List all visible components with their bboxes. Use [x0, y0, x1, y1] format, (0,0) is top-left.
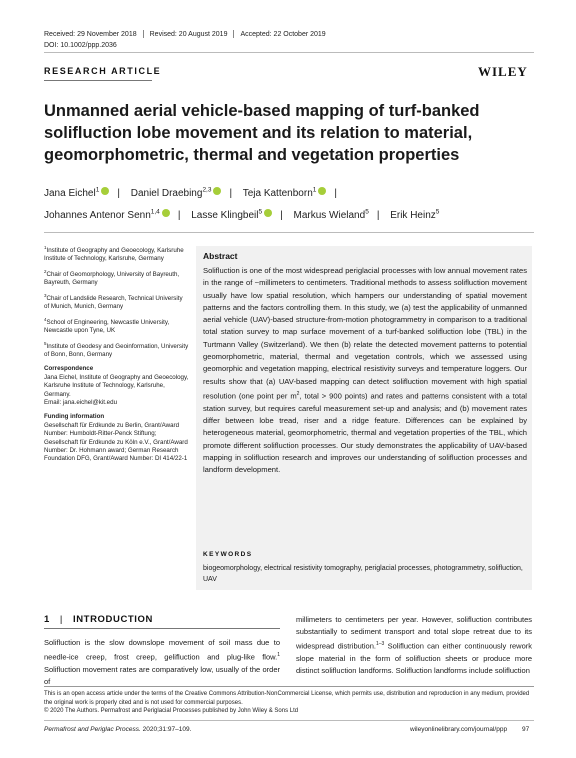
orcid-icon[interactable]: [162, 209, 170, 217]
affiliation: $^1$Institute of Geography and Geoecology, Karlsruhe Institute of Technology, Karlsruhe, Germany: [44, 245, 184, 263]
keywords-text: biogeomorphology, electrical resistivity tomography, periglacial processes, photogrammetry, solifluction, UAV: [203, 565, 523, 583]
author[interactable]: Erik Heinz$^5$: [390, 208, 440, 221]
orcid-icon[interactable]: [264, 209, 272, 217]
correspondence-text: Jana Eichel, Institute of Geography and Geoecology, Karlsruhe Institute of Technology, Karlsruhe, Germany.: [44, 373, 189, 398]
abstract-text: Solifluction is one of the most widespread periglacial processes with low annual movement rates in the range of ~millimeters to centimeters. Traditional methods to assess solifluction movement usually have low spatial resolution, which hampers our understanding of spatial movement patterns and the factors controlling them. In this study, we (a) test the applicability of unmanned aerial vehicle (UAV)-based structure-from-motion photogrammetry in comparison to a traditional total station survey to map surface movement of a turf-banked solifluction lobe (TBL) in the Turtmann Valley (Switzerland). We then (b) relate the detected movement patterns to potential geomorphometric, material, thermal and vegetation controls, which we assessed using geomorphic and vegetation mapping, electrical resistivity surveys and temperature loggers. Our results show that (a) UAV-based mapping can detect solifluction movement with high spatial resolution (one point per $m^2$, total > 900 points) and rates and patterns consistent with a total station survey, but requires careful measurement set-up and analysis; and (b) movement rates differ between lobe tread, riser and a ridge feature. Differences can be explained by heterogeneous material, geomorphometric, thermal and vegetation properties of the TBL, which promote different solifluction processes. Our study demonstrates the applicability of UAV-based mapping in solifluction research and improves our understanding of solifluction processes and landform development.: [203, 266, 527, 475]
correspondence-email[interactable]: Email: jana.eichel@kit.edu: [44, 399, 118, 406]
article-info-column: [44, 244, 189, 464]
correspondence-heading: Correspondence: [44, 365, 94, 373]
doi[interactable]: DOI: 10.1002/ppp.2036: [44, 42, 117, 49]
revised-date: Revised: 20 August 2019: [149, 30, 228, 38]
copyright-text: © 2020 The Authors. Permafrost and Periglacial Processes published by John Wiley & Sons Ltd: [44, 708, 299, 714]
received-date: Received: 29 November 2018: [44, 30, 137, 38]
article-title: Unmanned aerial vehicle-based mapping of turf-banked solifluction lobe movement and its relation to material, geomorphometric, thermal and vegetation properties: [44, 102, 480, 164]
orcid-icon[interactable]: [101, 187, 109, 195]
open-access-text: This is an open access article under the terms of the Creative Commons Attribution-NonCommercial License, which permits use, distribution and reproduction in any medium, provided the original work is properly cited and is not used for commercial purposes.: [44, 691, 530, 706]
article-dates: [44, 30, 326, 38]
author[interactable]: Johannes Antenor Senn$^{1,4}$: [44, 210, 170, 221]
article-type: RESEARCH ARTICLE: [44, 66, 162, 76]
author[interactable]: Lasse Klingbeil$^5$: [191, 210, 272, 221]
funding-text: Gesellschaft für Erdkunde zu Berlin, Grant/Award Number: Humboldt-Ritter-Penck Stiftung; Gesellschaft für Erdkunde zu Köln e.V., Grant/Award Number: Dr. Hohmann award; German Research Foundation DFG, Grant/Award Number: DI 414/22-1: [44, 421, 188, 463]
author[interactable]: Daniel Draebing$^{2,3}$: [131, 188, 222, 199]
journal-citation: Permafrost and Periglac Process. 2020;31:97–109.: [44, 726, 192, 733]
affiliation: $^4$School of Engineering, Newcastle University, Newcastle upon Tyne, UK: [44, 316, 170, 335]
affiliation: $^2$Chair of Geomorphology, University of Bayreuth, Bayreuth, Germany: [44, 268, 180, 287]
affiliation: $^3$Chair of Landslide Research, Technical University of Munich, Munich, Germany: [44, 292, 183, 311]
keywords-heading: KEYWORDS: [203, 551, 253, 558]
author[interactable]: Jana Eichel$^1$: [44, 188, 109, 199]
affiliation: $^5$Institute of Geodesy and Geoinformation, University of Bonn, Bonn, Germany: [44, 340, 189, 358]
body-text-left: Solifluction is the slow downslope movement of soil mass due to needle-ice creep, frost creep, gelifluction and plug-like flow.$^1$ Solifluction movement rates are comparatively low, usually of the order of: [44, 638, 280, 686]
divider: [44, 52, 534, 53]
author-list: Jana Eichel$^1$ | Daniel Draebing$^{2,3}$ | Teja Kattenborn$^1$ | Johannes Antenor Senn$^{1,4}$ | Lasse Klingbeil$^5$ | Markus Wieland$^5$ | Erik Heinz$^5$: [44, 187, 440, 221]
divider: [143, 30, 144, 38]
author[interactable]: Markus Wieland$^5$: [293, 208, 369, 221]
divider: [44, 686, 534, 687]
author[interactable]: Teja Kattenborn$^1$: [243, 188, 327, 199]
divider: [44, 80, 152, 81]
publisher-logo: WILEY: [478, 64, 528, 79]
orcid-icon[interactable]: [318, 187, 326, 195]
divider: [44, 232, 534, 233]
license-notice: [44, 690, 534, 716]
section-heading: 1 | INTRODUCTION: [44, 614, 153, 625]
orcid-icon[interactable]: [213, 187, 221, 195]
abstract-heading: Abstract: [203, 251, 238, 261]
divider: [44, 628, 280, 629]
divider: [44, 720, 534, 721]
body-text-right: millimeters to centimeters per year. However, solifluction contributes substantially to sediment transport and total slope retreat due to its widespread distribution.$^{1-3}$ Solifluction can either continuously rework slope material in the form of solifluction sheets or produce more distinct solifluction landforms. Solifluction landforms include solifluction: [296, 615, 532, 675]
accepted-date: Accepted: 22 October 2019: [240, 30, 326, 38]
divider: [233, 30, 234, 38]
journal-website-link[interactable]: wileyonlinelibrary.com/journal/ppp: [410, 726, 508, 733]
page-number: 97: [522, 726, 530, 733]
funding-heading: Funding information: [44, 413, 105, 421]
